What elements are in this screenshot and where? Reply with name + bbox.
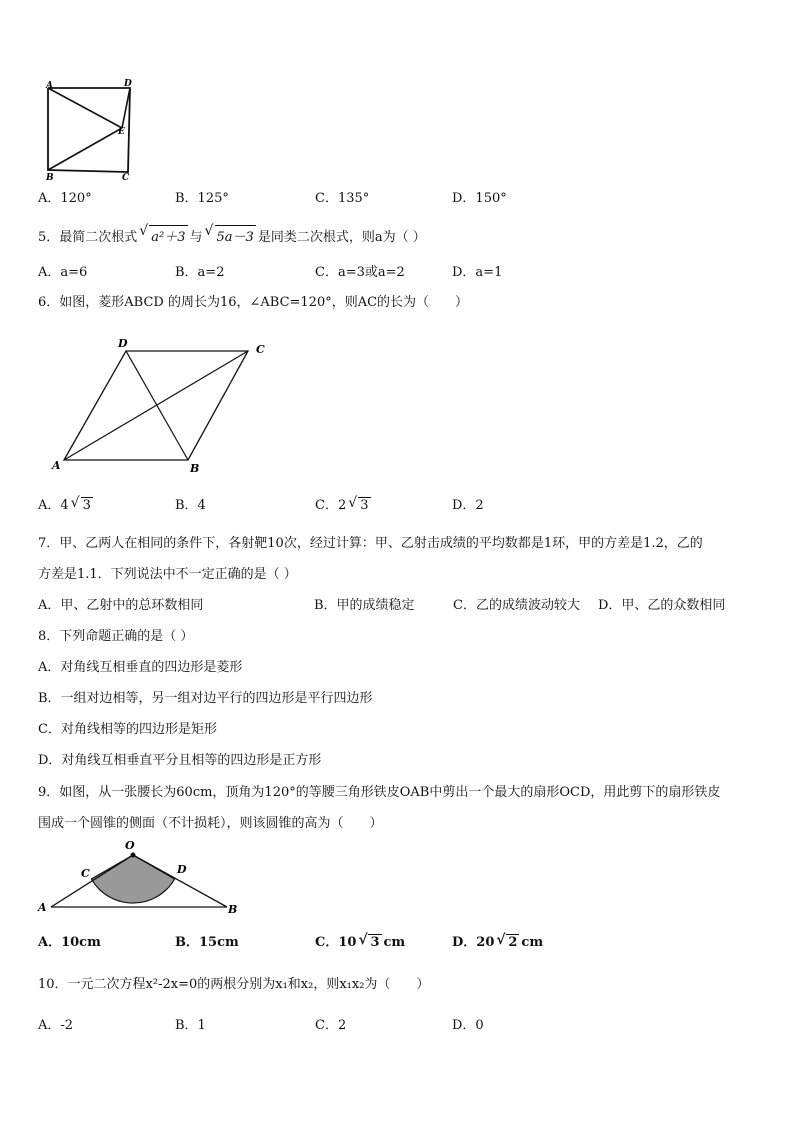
q9-option-d-radical: √ 2	[496, 932, 518, 950]
q4-label-c: C	[122, 173, 130, 180]
q6-option-a-radicand: 3	[82, 498, 91, 513]
q4-figure	[40, 78, 140, 180]
q10-option-d[interactable]: D．0	[452, 1018, 484, 1033]
q9-option-c-unit: cm	[383, 935, 406, 950]
q4-option-a[interactable]: A．120°	[38, 191, 92, 206]
q5-option-c[interactable]: C．a=3或a=2	[315, 265, 405, 280]
q9-option-c-radical: √ 3	[358, 932, 380, 950]
q9-label-d: D	[177, 863, 187, 876]
q5-option-d[interactable]: D．a=1	[452, 265, 503, 280]
q10-option-b[interactable]: B．1	[175, 1018, 206, 1033]
q6-option-c-prefix: C．2	[315, 498, 347, 513]
q9-option-c-radicand: 3	[370, 935, 380, 950]
q7-option-d[interactable]: D．甲、乙的众数相同	[598, 598, 726, 613]
q9-label-o: O	[125, 839, 135, 852]
q8-option-a[interactable]: A．对角线互相垂直的四边形是菱形	[38, 660, 243, 675]
q9-figure	[35, 837, 240, 917]
q4-label-d: D	[124, 79, 132, 89]
q5-radicand-2: 5a－3	[215, 225, 256, 245]
q4-label-a: A	[46, 81, 53, 91]
q5-radical-1: √ a²＋3	[139, 223, 186, 245]
q9-option-d-unit: cm	[521, 935, 544, 950]
q5-stem	[38, 225, 426, 245]
q6-option-a[interactable]	[38, 494, 95, 513]
q7-stem-line2: 方差是1.1．下列说法中不一定正确的是（ ）	[38, 567, 297, 582]
q9-option-c-prefix: C．10	[315, 935, 357, 950]
q7-option-c[interactable]: C．乙的成绩波动较大	[453, 598, 580, 613]
q6-figure	[48, 335, 278, 475]
q9-option-d-prefix: D．20	[452, 935, 495, 950]
q5-option-b[interactable]: B．a=2	[175, 265, 225, 280]
q9-option-b[interactable]: B．15cm	[175, 935, 239, 950]
q9-stem-line2: 围成一个圆锥的侧面（不计损耗），则该圆锥的高为（ ）	[38, 816, 383, 831]
q7-stem-line1: 7．甲、乙两人在相同的条件下，各射靶10次，经过计算：甲、乙射击成绩的平均数都是1环，甲的方差是1.2，乙的	[38, 536, 703, 551]
q7-option-b[interactable]: B．甲的成绩稳定	[314, 598, 415, 613]
q8-option-c[interactable]: C．对角线相等的四边形是矩形	[38, 722, 217, 737]
q6-label-a: A	[52, 459, 61, 472]
q5-stem-post: 是同类二次根式，则a为（ ）	[257, 230, 426, 245]
q9-label-b: B	[228, 903, 238, 916]
q5-option-a[interactable]: A．a=6	[38, 265, 88, 280]
q4-option-d[interactable]: D．150°	[452, 191, 507, 206]
q7-option-a[interactable]: A．甲、乙射中的总环数相同	[38, 598, 204, 613]
q6-option-a-radical: √ 3	[70, 495, 91, 513]
q10-option-c[interactable]: C．2	[315, 1018, 347, 1033]
q4-option-b[interactable]: B．125°	[175, 191, 229, 206]
q4-option-c[interactable]: C．135°	[315, 191, 370, 206]
q4-label-b: B	[46, 173, 54, 180]
q6-option-b[interactable]: B．4	[175, 498, 206, 513]
q8-option-b[interactable]: B．一组对边相等，另一组对边平行的四边形是平行四边形	[38, 691, 373, 706]
q9-label-c: C	[81, 867, 90, 880]
q6-stem: 6．如图，菱形ABCD 的周长为16，∠ABC=120°，则AC的长为（ ）	[38, 295, 469, 310]
q6-label-c: C	[256, 343, 265, 356]
q6-label-d: D	[118, 337, 128, 350]
q6-option-c-radicand: 3	[360, 498, 369, 513]
q9-sector	[91, 855, 174, 903]
q9-option-d-radicand: 2	[508, 935, 518, 950]
q6-option-c-radical: √ 3	[348, 495, 369, 513]
q10-option-a[interactable]: A．-2	[38, 1018, 74, 1033]
q10-stem: 10．一元二次方程x²-2x=0的两根分别为x₁和x₂，则x₁x₂为（ ）	[38, 977, 430, 992]
q9-option-a[interactable]: A．10cm	[38, 935, 101, 950]
q4-label-e: E	[118, 127, 125, 137]
q9-label-a: A	[38, 901, 47, 914]
q9-stem-line1: 9．如图，从一张腰长为60cm，顶角为120°的等腰三角形铁皮OAB中剪出一个最大的扇形OCD，用此剪下的扇形铁皮	[38, 785, 721, 800]
q6-option-d[interactable]: D．2	[452, 498, 484, 513]
q5-radicand-1: a²＋3	[149, 225, 187, 245]
q5-radical-2: √ 5a－3	[204, 223, 254, 245]
q5-stem-pre: 5．最简二次根式	[38, 230, 138, 245]
q6-label-b: B	[190, 462, 200, 475]
q9-option-d[interactable]	[452, 931, 543, 950]
q8-stem: 8．下列命题正确的是（ ）	[38, 629, 194, 644]
q6-option-c[interactable]	[315, 494, 373, 513]
q5-stem-mid: 与	[189, 230, 203, 245]
q8-option-d[interactable]: D．对角线互相垂直平分且相等的四边形是正方形	[38, 753, 322, 768]
q6-option-a-prefix: A．4	[38, 498, 69, 513]
q9-option-c[interactable]	[315, 931, 405, 950]
